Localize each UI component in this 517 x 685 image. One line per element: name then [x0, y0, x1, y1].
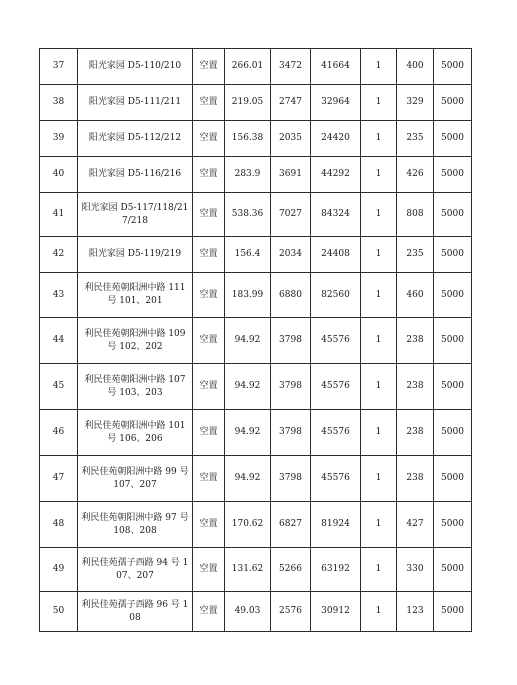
deposit-cell: 5000: [434, 121, 472, 157]
monthly-rent-cell: 5266: [271, 548, 311, 592]
area-cell: 156.38: [225, 121, 271, 157]
row-number-cell: 40: [40, 157, 78, 193]
deposit-cell: 5000: [434, 49, 472, 85]
deposit-cell: 5000: [434, 237, 472, 273]
annual-rent-cell: 32964: [311, 85, 361, 121]
property-table: [39, 48, 472, 632]
monthly-rent-cell: 3798: [271, 456, 311, 502]
annual-rent-cell: 30912: [311, 592, 361, 632]
deposit-cell: 5000: [434, 364, 472, 410]
row-number-cell: 49: [40, 548, 78, 592]
deposit-cell: 5000: [434, 193, 472, 237]
row-number-cell: 44: [40, 318, 78, 364]
quantity-cell: 1: [361, 592, 397, 632]
annual-rent-cell: 41664: [311, 49, 361, 85]
status-cell: 空置: [193, 318, 225, 364]
unit-value-cell: 238: [397, 364, 434, 410]
deposit-cell: 5000: [434, 85, 472, 121]
area-cell: 94.92: [225, 410, 271, 456]
deposit-cell: 5000: [434, 548, 472, 592]
quantity-cell: 1: [361, 121, 397, 157]
deposit-cell: 5000: [434, 456, 472, 502]
monthly-rent-cell: 3798: [271, 364, 311, 410]
table-row: [40, 121, 472, 157]
area-cell: 266.01: [225, 49, 271, 85]
unit-value-cell: 400: [397, 49, 434, 85]
quantity-cell: 1: [361, 157, 397, 193]
address-cell: 阳光家园 D5-111/211: [78, 85, 193, 121]
table-body: [40, 49, 472, 632]
address-cell: 阳光家园 D5-119/219: [78, 237, 193, 273]
table-row: [40, 318, 472, 364]
table-row: [40, 456, 472, 502]
unit-value-cell: 330: [397, 548, 434, 592]
row-number-cell: 39: [40, 121, 78, 157]
row-number-cell: 43: [40, 273, 78, 318]
address-cell: 利民佳苑朝阳洲中路 101 号 106、206: [78, 410, 193, 456]
area-cell: 49.03: [225, 592, 271, 632]
monthly-rent-cell: 3691: [271, 157, 311, 193]
annual-rent-cell: 45576: [311, 410, 361, 456]
quantity-cell: 1: [361, 318, 397, 364]
row-number-cell: 47: [40, 456, 78, 502]
annual-rent-cell: 24408: [311, 237, 361, 273]
monthly-rent-cell: 2576: [271, 592, 311, 632]
monthly-rent-cell: 3472: [271, 49, 311, 85]
monthly-rent-cell: 3798: [271, 410, 311, 456]
status-cell: 空置: [193, 592, 225, 632]
monthly-rent-cell: 3798: [271, 318, 311, 364]
row-number-cell: 42: [40, 237, 78, 273]
deposit-cell: 5000: [434, 318, 472, 364]
area-cell: 94.92: [225, 364, 271, 410]
quantity-cell: 1: [361, 410, 397, 456]
unit-value-cell: 238: [397, 318, 434, 364]
deposit-cell: 5000: [434, 273, 472, 318]
status-cell: 空置: [193, 456, 225, 502]
unit-value-cell: 460: [397, 273, 434, 318]
table-row: [40, 364, 472, 410]
status-cell: 空置: [193, 548, 225, 592]
unit-value-cell: 235: [397, 237, 434, 273]
table-row: [40, 157, 472, 193]
unit-value-cell: 238: [397, 410, 434, 456]
quantity-cell: 1: [361, 49, 397, 85]
quantity-cell: 1: [361, 456, 397, 502]
status-cell: 空置: [193, 49, 225, 85]
quantity-cell: 1: [361, 85, 397, 121]
table-row: [40, 410, 472, 456]
deposit-cell: 5000: [434, 592, 472, 632]
status-cell: 空置: [193, 273, 225, 318]
area-cell: 183.99: [225, 273, 271, 318]
area-cell: 283.9: [225, 157, 271, 193]
row-number-cell: 38: [40, 85, 78, 121]
address-cell: 阳光家园 D5-117/118/217/218: [78, 193, 193, 237]
annual-rent-cell: 82560: [311, 273, 361, 318]
quantity-cell: 1: [361, 237, 397, 273]
area-cell: 156.4: [225, 237, 271, 273]
row-number-cell: 45: [40, 364, 78, 410]
annual-rent-cell: 44292: [311, 157, 361, 193]
quantity-cell: 1: [361, 364, 397, 410]
table-row: [40, 85, 472, 121]
address-cell: 阳光家园 D5-116/216: [78, 157, 193, 193]
unit-value-cell: 426: [397, 157, 434, 193]
address-cell: 利民佳苑朝阳洲中路 109 号 102、202: [78, 318, 193, 364]
row-number-cell: 48: [40, 502, 78, 548]
status-cell: 空置: [193, 85, 225, 121]
unit-value-cell: 808: [397, 193, 434, 237]
deposit-cell: 5000: [434, 410, 472, 456]
annual-rent-cell: 63192: [311, 548, 361, 592]
table-row: [40, 502, 472, 548]
address-cell: 利民佳苑朝阳洲中路 99 号 107、207: [78, 456, 193, 502]
address-cell: 利民佳苑朝阳洲中路 107 号 103、203: [78, 364, 193, 410]
annual-rent-cell: 45576: [311, 364, 361, 410]
status-cell: 空置: [193, 237, 225, 273]
unit-value-cell: 235: [397, 121, 434, 157]
deposit-cell: 5000: [434, 157, 472, 193]
table-row: [40, 273, 472, 318]
unit-value-cell: 123: [397, 592, 434, 632]
area-cell: 94.92: [225, 456, 271, 502]
address-cell: 利民佳苑朝阳洲中路 97 号 108、208: [78, 502, 193, 548]
status-cell: 空置: [193, 121, 225, 157]
unit-value-cell: 427: [397, 502, 434, 548]
status-cell: 空置: [193, 502, 225, 548]
table-row: [40, 548, 472, 592]
table-row: [40, 592, 472, 632]
quantity-cell: 1: [361, 502, 397, 548]
address-cell: 阳光家园 D5-112/212: [78, 121, 193, 157]
area-cell: 131.62: [225, 548, 271, 592]
monthly-rent-cell: 2034: [271, 237, 311, 273]
status-cell: 空置: [193, 364, 225, 410]
monthly-rent-cell: 2035: [271, 121, 311, 157]
quantity-cell: 1: [361, 193, 397, 237]
area-cell: 94.92: [225, 318, 271, 364]
quantity-cell: 1: [361, 273, 397, 318]
monthly-rent-cell: 7027: [271, 193, 311, 237]
deposit-cell: 5000: [434, 502, 472, 548]
area-cell: 538.36: [225, 193, 271, 237]
status-cell: 空置: [193, 193, 225, 237]
unit-value-cell: 238: [397, 456, 434, 502]
table-row: [40, 237, 472, 273]
unit-value-cell: 329: [397, 85, 434, 121]
address-cell: 利民佳苑孺子西路 96 号 108: [78, 592, 193, 632]
monthly-rent-cell: 2747: [271, 85, 311, 121]
table-row: [40, 49, 472, 85]
area-cell: 219.05: [225, 85, 271, 121]
annual-rent-cell: 24420: [311, 121, 361, 157]
address-cell: 利民佳苑朝阳洲中路 111 号 101、201: [78, 273, 193, 318]
address-cell: 利民佳苑孺子西路 94 号 107、207: [78, 548, 193, 592]
row-number-cell: 37: [40, 49, 78, 85]
status-cell: 空置: [193, 157, 225, 193]
annual-rent-cell: 45576: [311, 318, 361, 364]
status-cell: 空置: [193, 410, 225, 456]
quantity-cell: 1: [361, 548, 397, 592]
annual-rent-cell: 81924: [311, 502, 361, 548]
address-cell: 阳光家园 D5-110/210: [78, 49, 193, 85]
monthly-rent-cell: 6880: [271, 273, 311, 318]
row-number-cell: 46: [40, 410, 78, 456]
table-row: [40, 193, 472, 237]
row-number-cell: 41: [40, 193, 78, 237]
monthly-rent-cell: 6827: [271, 502, 311, 548]
annual-rent-cell: 84324: [311, 193, 361, 237]
area-cell: 170.62: [225, 502, 271, 548]
annual-rent-cell: 45576: [311, 456, 361, 502]
row-number-cell: 50: [40, 592, 78, 632]
